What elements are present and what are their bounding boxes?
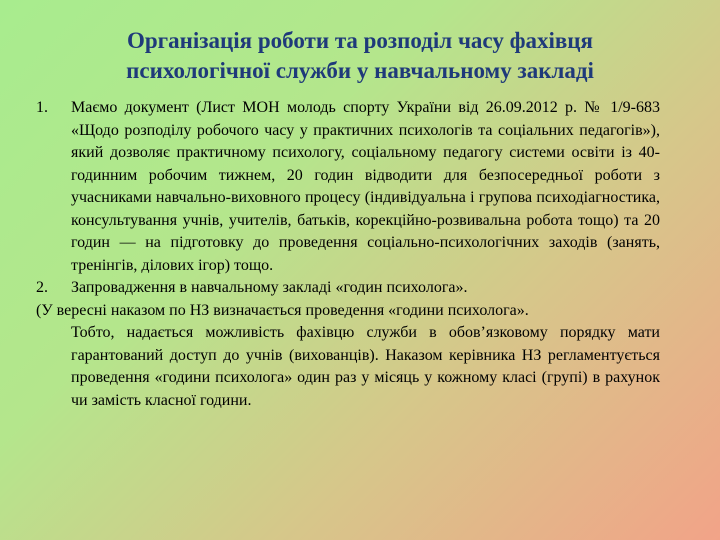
list-item-text: Маємо документ (Лист МОН молодь спорту України від 26.09.2012 р. № 1/9-683 «Щодо розподілу робочого часу у практичних психологів та соціальних педагогів»), який дозволяє практичному психологу, соціальному педагогу системи освіти із 40-годинним робочим тижнем, 20 годин відводити для безпосередньої роботи з учасниками навчально-виховного процесу (індивідуальна і групова психодіагностика, консультування учнів, учителів, батьків, корекційно-розвивальна робота тощо) та 20 годин — на підготовку до проведення соціально-психологічних заходів (занять, тренінгів, ділових ігор) тощо. bbox=[71, 99, 660, 274]
list-item-text: Запровадження в навчальному закладі «годин психолога». bbox=[71, 279, 468, 296]
list-item-number: 1. bbox=[36, 99, 48, 116]
list-item-1 bbox=[36, 97, 660, 277]
note-first-line: (У вересні наказом по НЗ визначається проведення «години психолога». bbox=[36, 301, 529, 319]
note-rest: Тобто, надається можливість фахівцю служби в обов’язковому порядку мати гарантований доступ до учнів (вихованців). Наказом керівника НЗ регламентується проведення «години психолога» один раз у місяць у кожному класі (групі) в рахунок чи замість класної години. bbox=[71, 324, 660, 409]
title-line-1: Організація роботи та розподіл часу фахівця bbox=[126, 28, 593, 53]
title-line-2: психологічної служби у навчальному закладі bbox=[126, 58, 594, 83]
slide-title bbox=[20, 26, 700, 86]
list-item-number: 2. bbox=[36, 279, 48, 296]
slide-body bbox=[36, 97, 660, 412]
note-paragraph bbox=[36, 300, 660, 413]
list-item-2 bbox=[36, 277, 660, 300]
